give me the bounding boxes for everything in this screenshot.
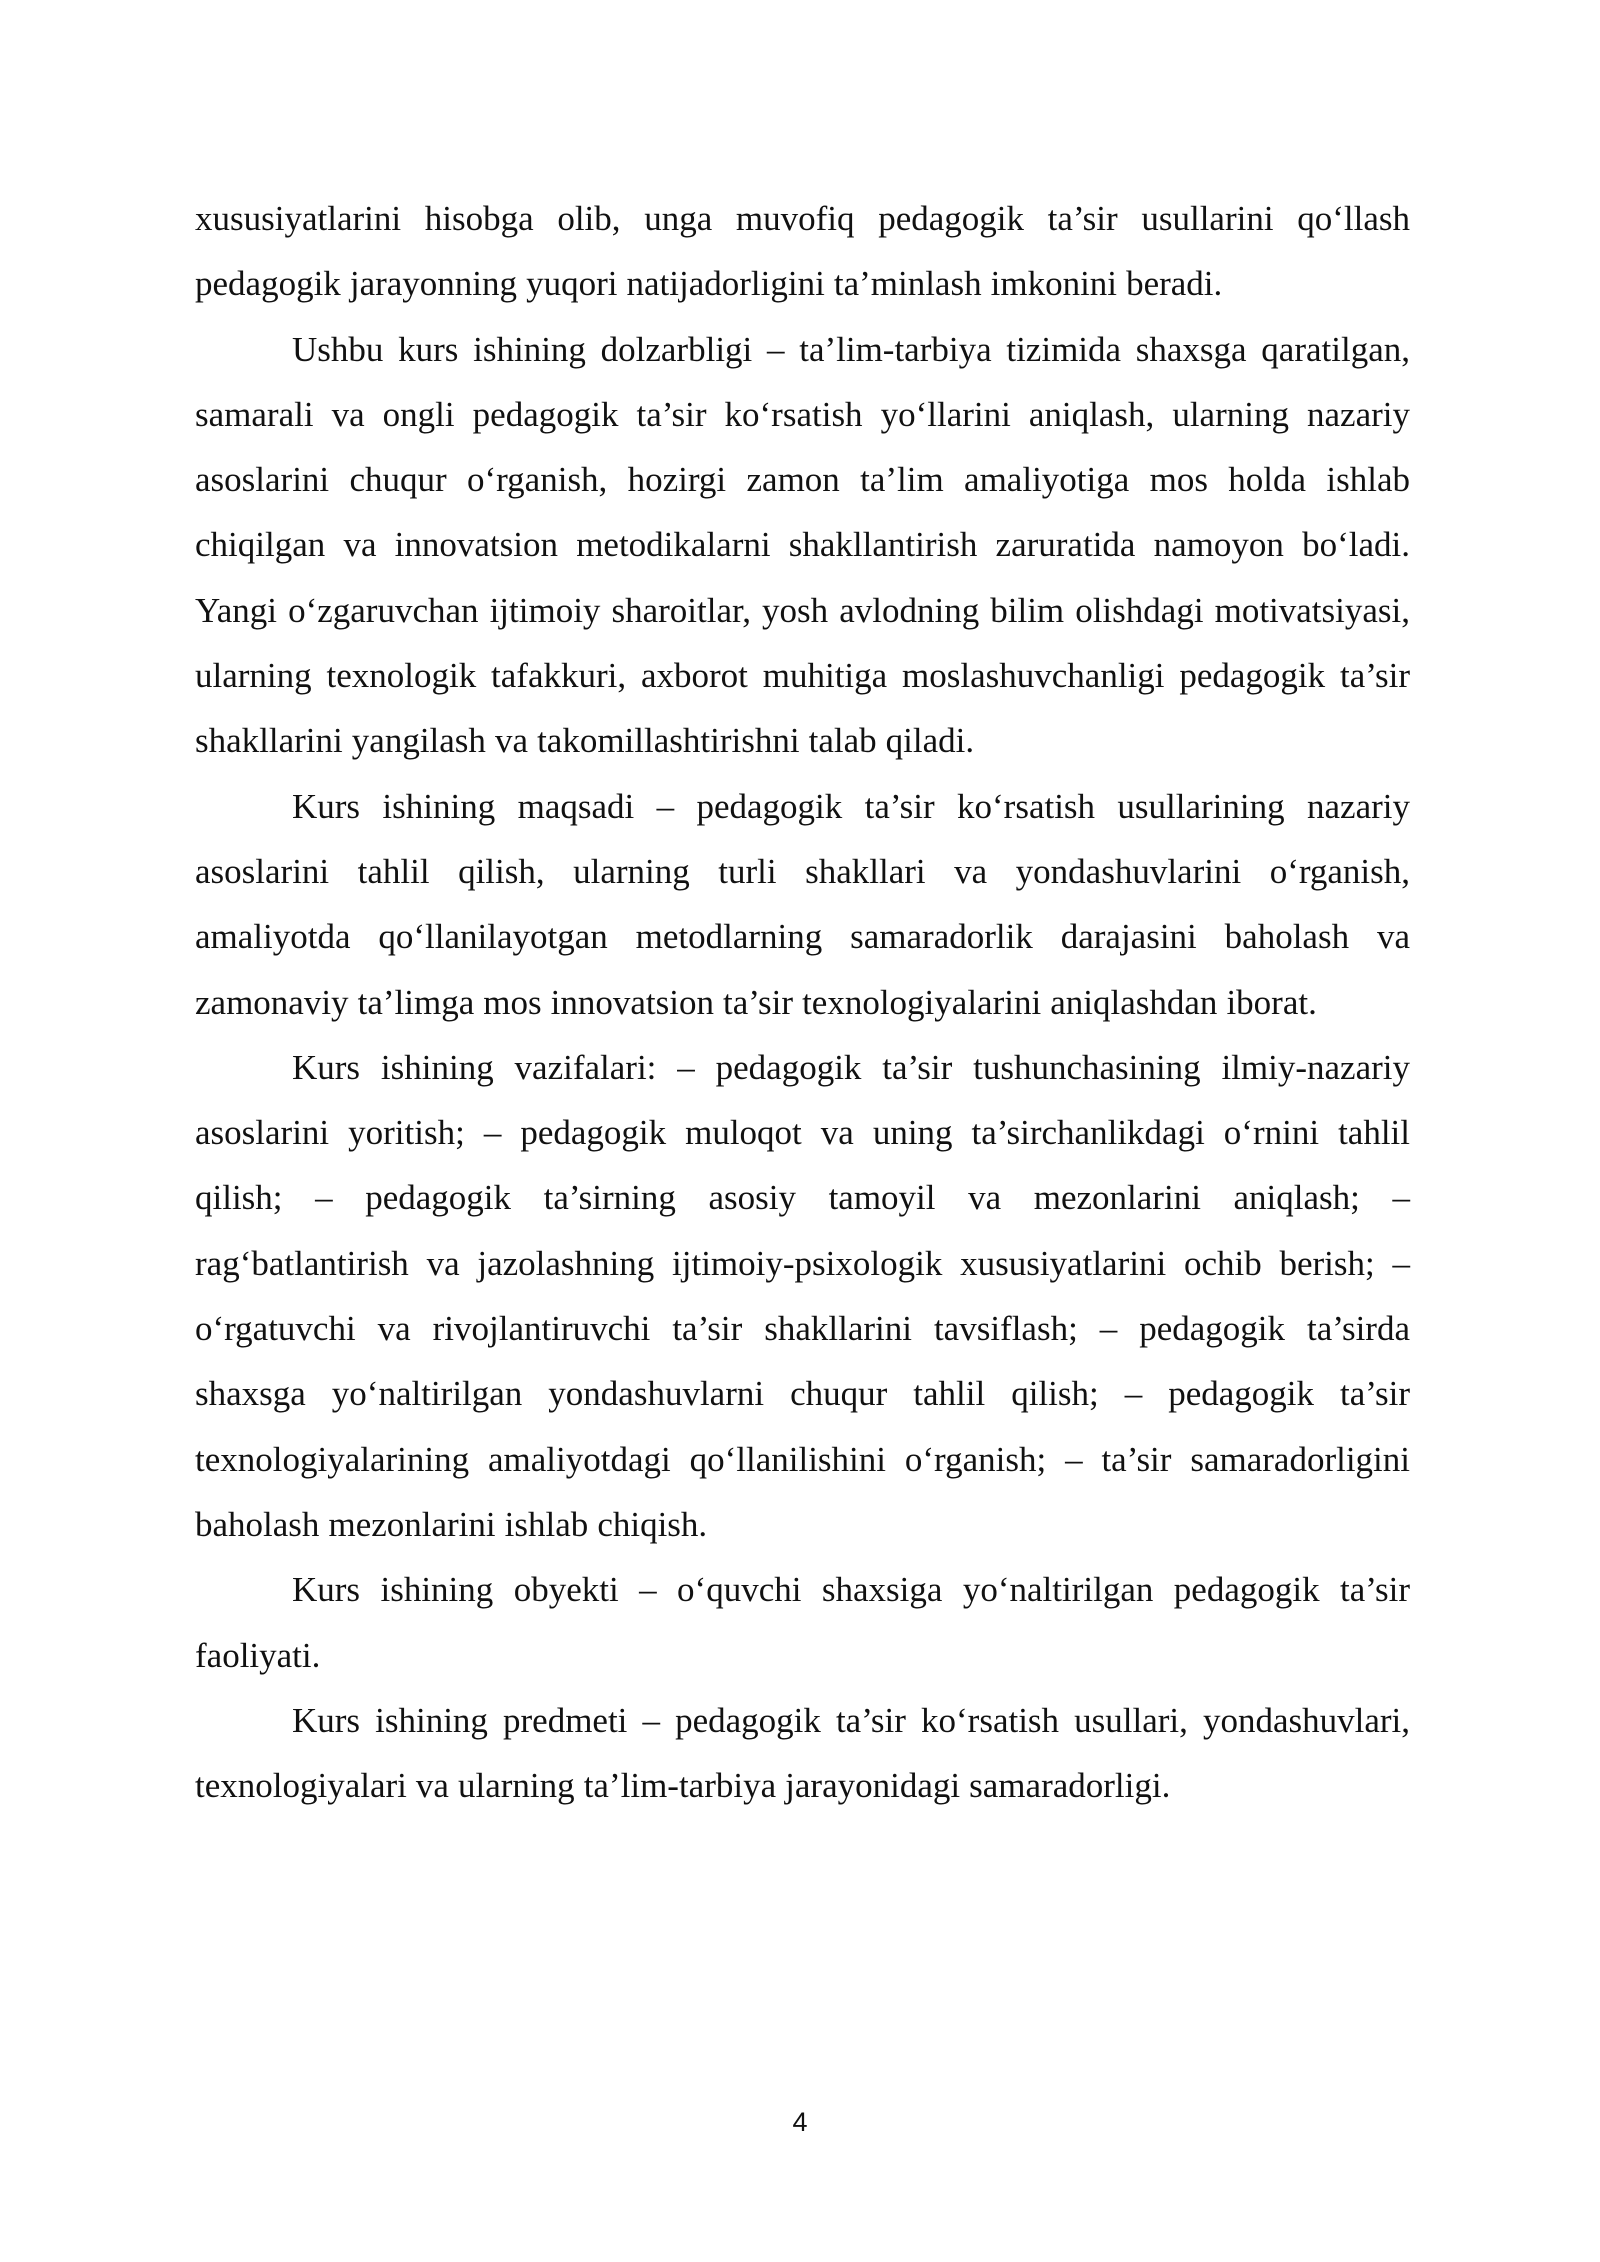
paragraph-relevance: Ushbu kurs ishining dolzarbligi – ta’lim-tarbiya tizimida shaxsga qaratilgan, samarali va ongli pedagogik ta’sir ko‘rsatish yo‘llarini aniqlash, ularning nazariy asoslarini chuqur o‘rganish, hozirgi zamon ta’lim amaliyotiga mos holda ishlab chiqilgan va innovatsion metodikalarni shakllantirish zaruratida namoyon bo‘ladi. Yangi o‘zgaruvchan ijtimoiy sharoitlar, yosh avlodning bilim olishdagi motivatsiyasi, ularning texnologik tafakkuri, axborot muhitiga moslashuvchanligi pedagogik ta’sir shakllarini yangilash va takomillashtirishni talab qiladi.: [195, 329, 1410, 761]
paragraph-continuation: xususiyatlarini hisobga olib, unga muvofiq pedagogik ta’sir usullarini qo‘llash pedagogik jarayonning yuqori natijadorligini ta’minlash imkonini beradi.: [195, 199, 1410, 304]
paragraph-aim: Kurs ishining maqsadi – pedagogik ta’sir ko‘rsatish usullarining nazariy asoslarini tahlil qilish, ularning turli shakllari va yondashuvlarini o‘rganish, amaliyotda qo‘llanilayotgan metodlarning samaradorlik darajasini baholash va zamonaviy ta’limga mos innovatsion ta’sir texnologiyalarini aniqlashdan iborat.: [195, 786, 1410, 1022]
paragraph-object: Kurs ishining obyekti – o‘quvchi shaxsiga yo‘naltirilgan pedagogik ta’sir faoliyati.: [195, 1570, 1410, 1675]
paragraph-tasks: Kurs ishining vazifalari: – pedagogik ta’sir tushunchasining ilmiy-nazariy asoslarini yoritish; – pedagogik muloqot va uning ta’sirchanlikdagi o‘rnini tahlil qilish; – pedagogik ta’sirning asosiy tamoyil va mezonlarini aniqlash; – rag‘batlantirish va jazolashning ijtimoiy-psixologik xususiyatlarini ochib berish; – o‘rgatuvchi va rivojlantiruvchi ta’sir shakllarini tavsiflash; – pedagogik ta’sirda shaxsga yo‘naltirilgan yondashuvlarni chuqur tahlil qilish; – pedagogik ta’sir texnologiyalarining amaliyotdagi qo‘llanilishini o‘rganish; – ta’sir samaradorligini baholash mezonlarini ishlab chiqish.: [195, 1047, 1410, 1544]
page-number: 4: [792, 2107, 808, 2137]
paragraph-subject: Kurs ishining predmeti – pedagogik ta’sir ko‘rsatish usullari, yondashuvlari, texnologiyalari va ularning ta’lim-tarbiya jarayonidagi samaradorligi.: [195, 1700, 1410, 1806]
page-body: [195, 186, 1410, 1818]
